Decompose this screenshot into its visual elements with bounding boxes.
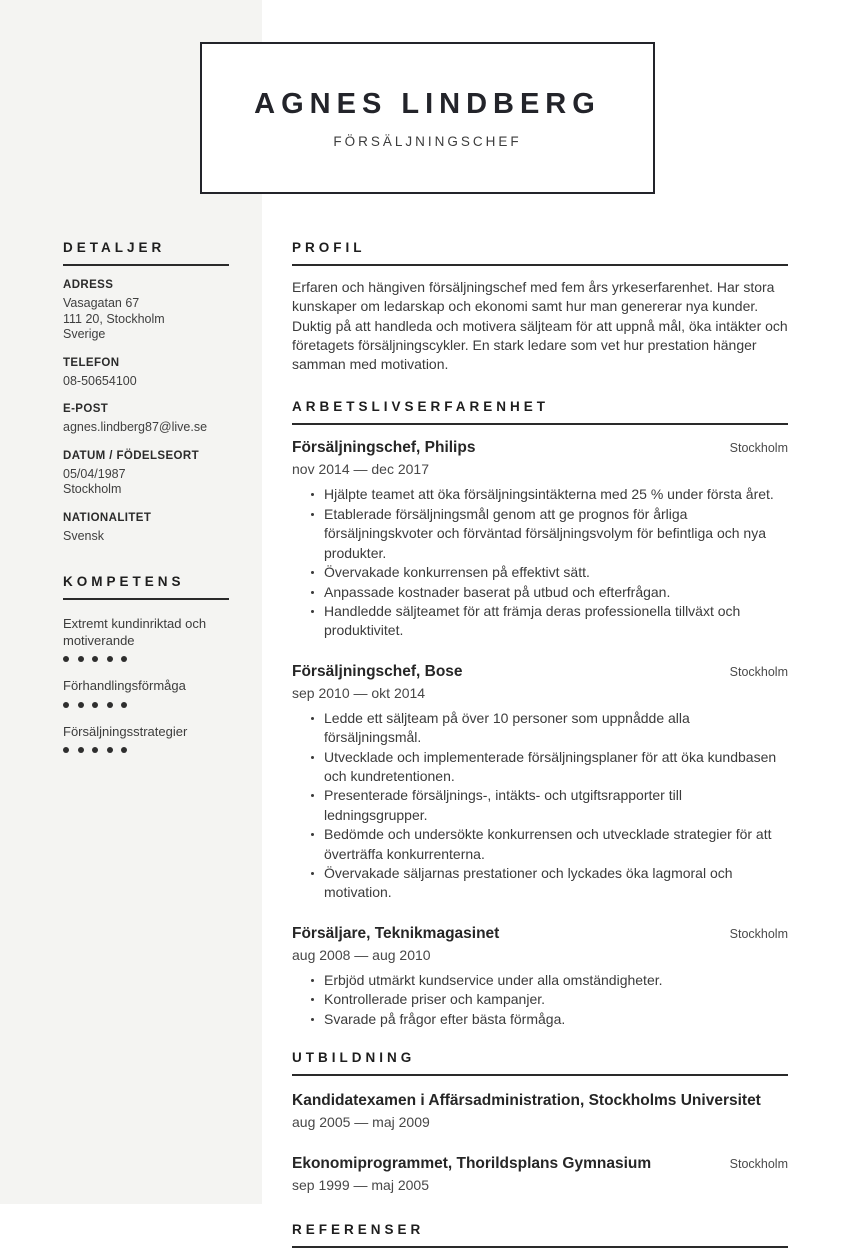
skill-dot [63, 747, 69, 753]
job-bullet: Bedömde och undersökte konkurrensen och utvecklade strategier för att överträffa konkurrenterna. [292, 825, 788, 864]
skill-item [63, 678, 229, 708]
job-bullet: Utvecklade och implementerade försäljningsplaner för att öka kundbasen och kundretentionen. [292, 748, 788, 787]
references-heading: REFERENSER [292, 1222, 788, 1248]
job-dates: aug 2008 — aug 2010 [292, 946, 431, 963]
job-title: Försäljningschef, Philips [292, 439, 476, 457]
field-label: NATIONALITET [63, 511, 152, 524]
skill-dot [107, 656, 113, 662]
job-bullet: Övervakade konkurrensen på effektivt sätt. [292, 563, 788, 582]
education-title: Kandidatexamen i Affärsadministration, Stockholms Universitet [292, 1092, 761, 1110]
profile-text: Erfaren och hängiven försäljningschef med fem års yrkeserfarenhet. Har stora kunskaper om ledarskap och ekonomi samt hur man genererar nya kunder. Duktig på att handleda och motivera säljteam för att uppnå mål, öka intäkter och företagets försäljningscykler. En stark ledare som vet hur prestation hänger samman med motivation. [292, 279, 788, 373]
skill-rating [63, 702, 229, 708]
job-bullet-list [292, 485, 788, 640]
job-bullet: Kontrollerade priser och kampanjer. [292, 990, 788, 1009]
skill-name: Försäljningsstrategier [63, 723, 188, 739]
job-title: Försäljningschef, Bose [292, 662, 463, 680]
field-label: ADRESS [63, 279, 114, 291]
education-entry [292, 1091, 788, 1130]
job-bullet: Erbjöd utmärkt kundservice under alla omständigheter. [292, 971, 788, 990]
address-line: Vasagatan 67 [63, 296, 140, 310]
job-dates: nov 2014 — dec 2017 [292, 461, 429, 478]
job-dates: sep 2010 — okt 2014 [292, 684, 426, 701]
skill-name: Förhandlingsförmåga [63, 678, 186, 693]
skill-rating [63, 656, 229, 662]
job-location: Stockholm [729, 664, 788, 679]
job-bullet-list [292, 971, 788, 1029]
sidebar [63, 240, 229, 753]
education-title: Ekonomiprogrammet, Thorildsplans Gymnasium [292, 1155, 652, 1173]
details-heading: DETALJER [63, 240, 229, 266]
job-entry [292, 924, 788, 1029]
skill-dot [92, 747, 98, 753]
field-label: TELEFON [63, 356, 120, 369]
job-bullet-list [292, 709, 788, 903]
job-bullet: Övervakade säljarnas prestationer och lyckades öka lagmoral och motivation. [292, 864, 788, 903]
birth-date: 05/04/1987 [63, 466, 126, 481]
job-header [292, 438, 788, 458]
skills-heading: KOMPETENS [63, 574, 229, 600]
job-header [292, 924, 788, 944]
education-dates: sep 1999 — maj 2005 [292, 1177, 429, 1194]
skill-dot [107, 747, 113, 753]
profile-heading: PROFIL [292, 240, 788, 266]
email-value: agnes.lindberg87@live.se [63, 420, 208, 434]
skill-dot [121, 747, 127, 753]
job-bullet: Etablerade försäljningsmål genom att ge prognos för årliga försäljningskvoter och förväntad försäljningsvolym för befintliga och nya produkter. [292, 505, 788, 563]
address-line: 111 20, Stockholm [63, 311, 165, 326]
field-address [63, 279, 229, 343]
field-email [63, 403, 229, 436]
job-header [292, 662, 788, 682]
nationality-value: Svensk [63, 528, 104, 543]
main-column [292, 240, 788, 1248]
job-entry [292, 662, 788, 903]
field-label: DATUM / FÖDELSEORT [63, 449, 200, 462]
job-title: Försäljare, Teknikmagasinet [292, 924, 500, 942]
candidate-name: AGNES LINDBERG [254, 87, 601, 120]
skill-dot [78, 656, 84, 662]
field-phone [63, 357, 229, 390]
education-header [292, 1091, 788, 1111]
address-line: Sverige [63, 327, 106, 341]
job-bullet: Svarade på frågor efter bästa förmåga. [292, 1010, 788, 1029]
job-bullet: Handledde säljteamet för att främja deras professionella tillväxt och produktivitet. [292, 602, 788, 641]
skill-dot [121, 702, 127, 708]
skill-dot [92, 702, 98, 708]
skill-item [63, 724, 229, 754]
education-header [292, 1154, 788, 1174]
education-location: Stockholm [729, 1157, 788, 1172]
skill-dot [78, 702, 84, 708]
skill-name: Extremt kundinriktad och motiverande [63, 616, 207, 648]
job-location: Stockholm [729, 441, 788, 456]
skill-dot [121, 656, 127, 662]
header-box [200, 42, 655, 194]
job-location: Stockholm [729, 926, 788, 941]
birth-place: Stockholm [63, 482, 122, 496]
skill-dot [92, 656, 98, 662]
experience-heading: ARBETSLIVSERFARENHET [292, 399, 788, 425]
job-entry [292, 438, 788, 640]
skill-item [63, 616, 229, 662]
education-entry [292, 1154, 788, 1193]
field-birth [63, 450, 229, 498]
job-bullet: Hjälpte teamet att öka försäljningsintäkterna med 25 % under första året. [292, 485, 788, 504]
skill-dot [63, 656, 69, 662]
skill-rating [63, 747, 229, 753]
education-heading: UTBILDNING [292, 1050, 788, 1076]
skill-dot [107, 702, 113, 708]
skill-dot [78, 747, 84, 753]
candidate-title: FÖRSÄLJNINGSCHEF [333, 133, 522, 149]
field-nationality [63, 512, 229, 545]
skill-dot [63, 702, 69, 708]
job-bullet: Presenterade försäljnings-, intäkts- och utgiftsrapporter till ledningsgrupper. [292, 786, 788, 825]
phone-value: 08-50654100 [63, 373, 137, 388]
job-bullet: Ledde ett säljteam på över 10 personer som uppnådde alla försäljningsmål. [292, 709, 788, 748]
education-dates: aug 2005 — maj 2009 [292, 1114, 430, 1131]
field-label: E-POST [63, 403, 109, 415]
job-bullet: Anpassade kostnader baserat på utbud och efterfrågan. [292, 583, 788, 602]
